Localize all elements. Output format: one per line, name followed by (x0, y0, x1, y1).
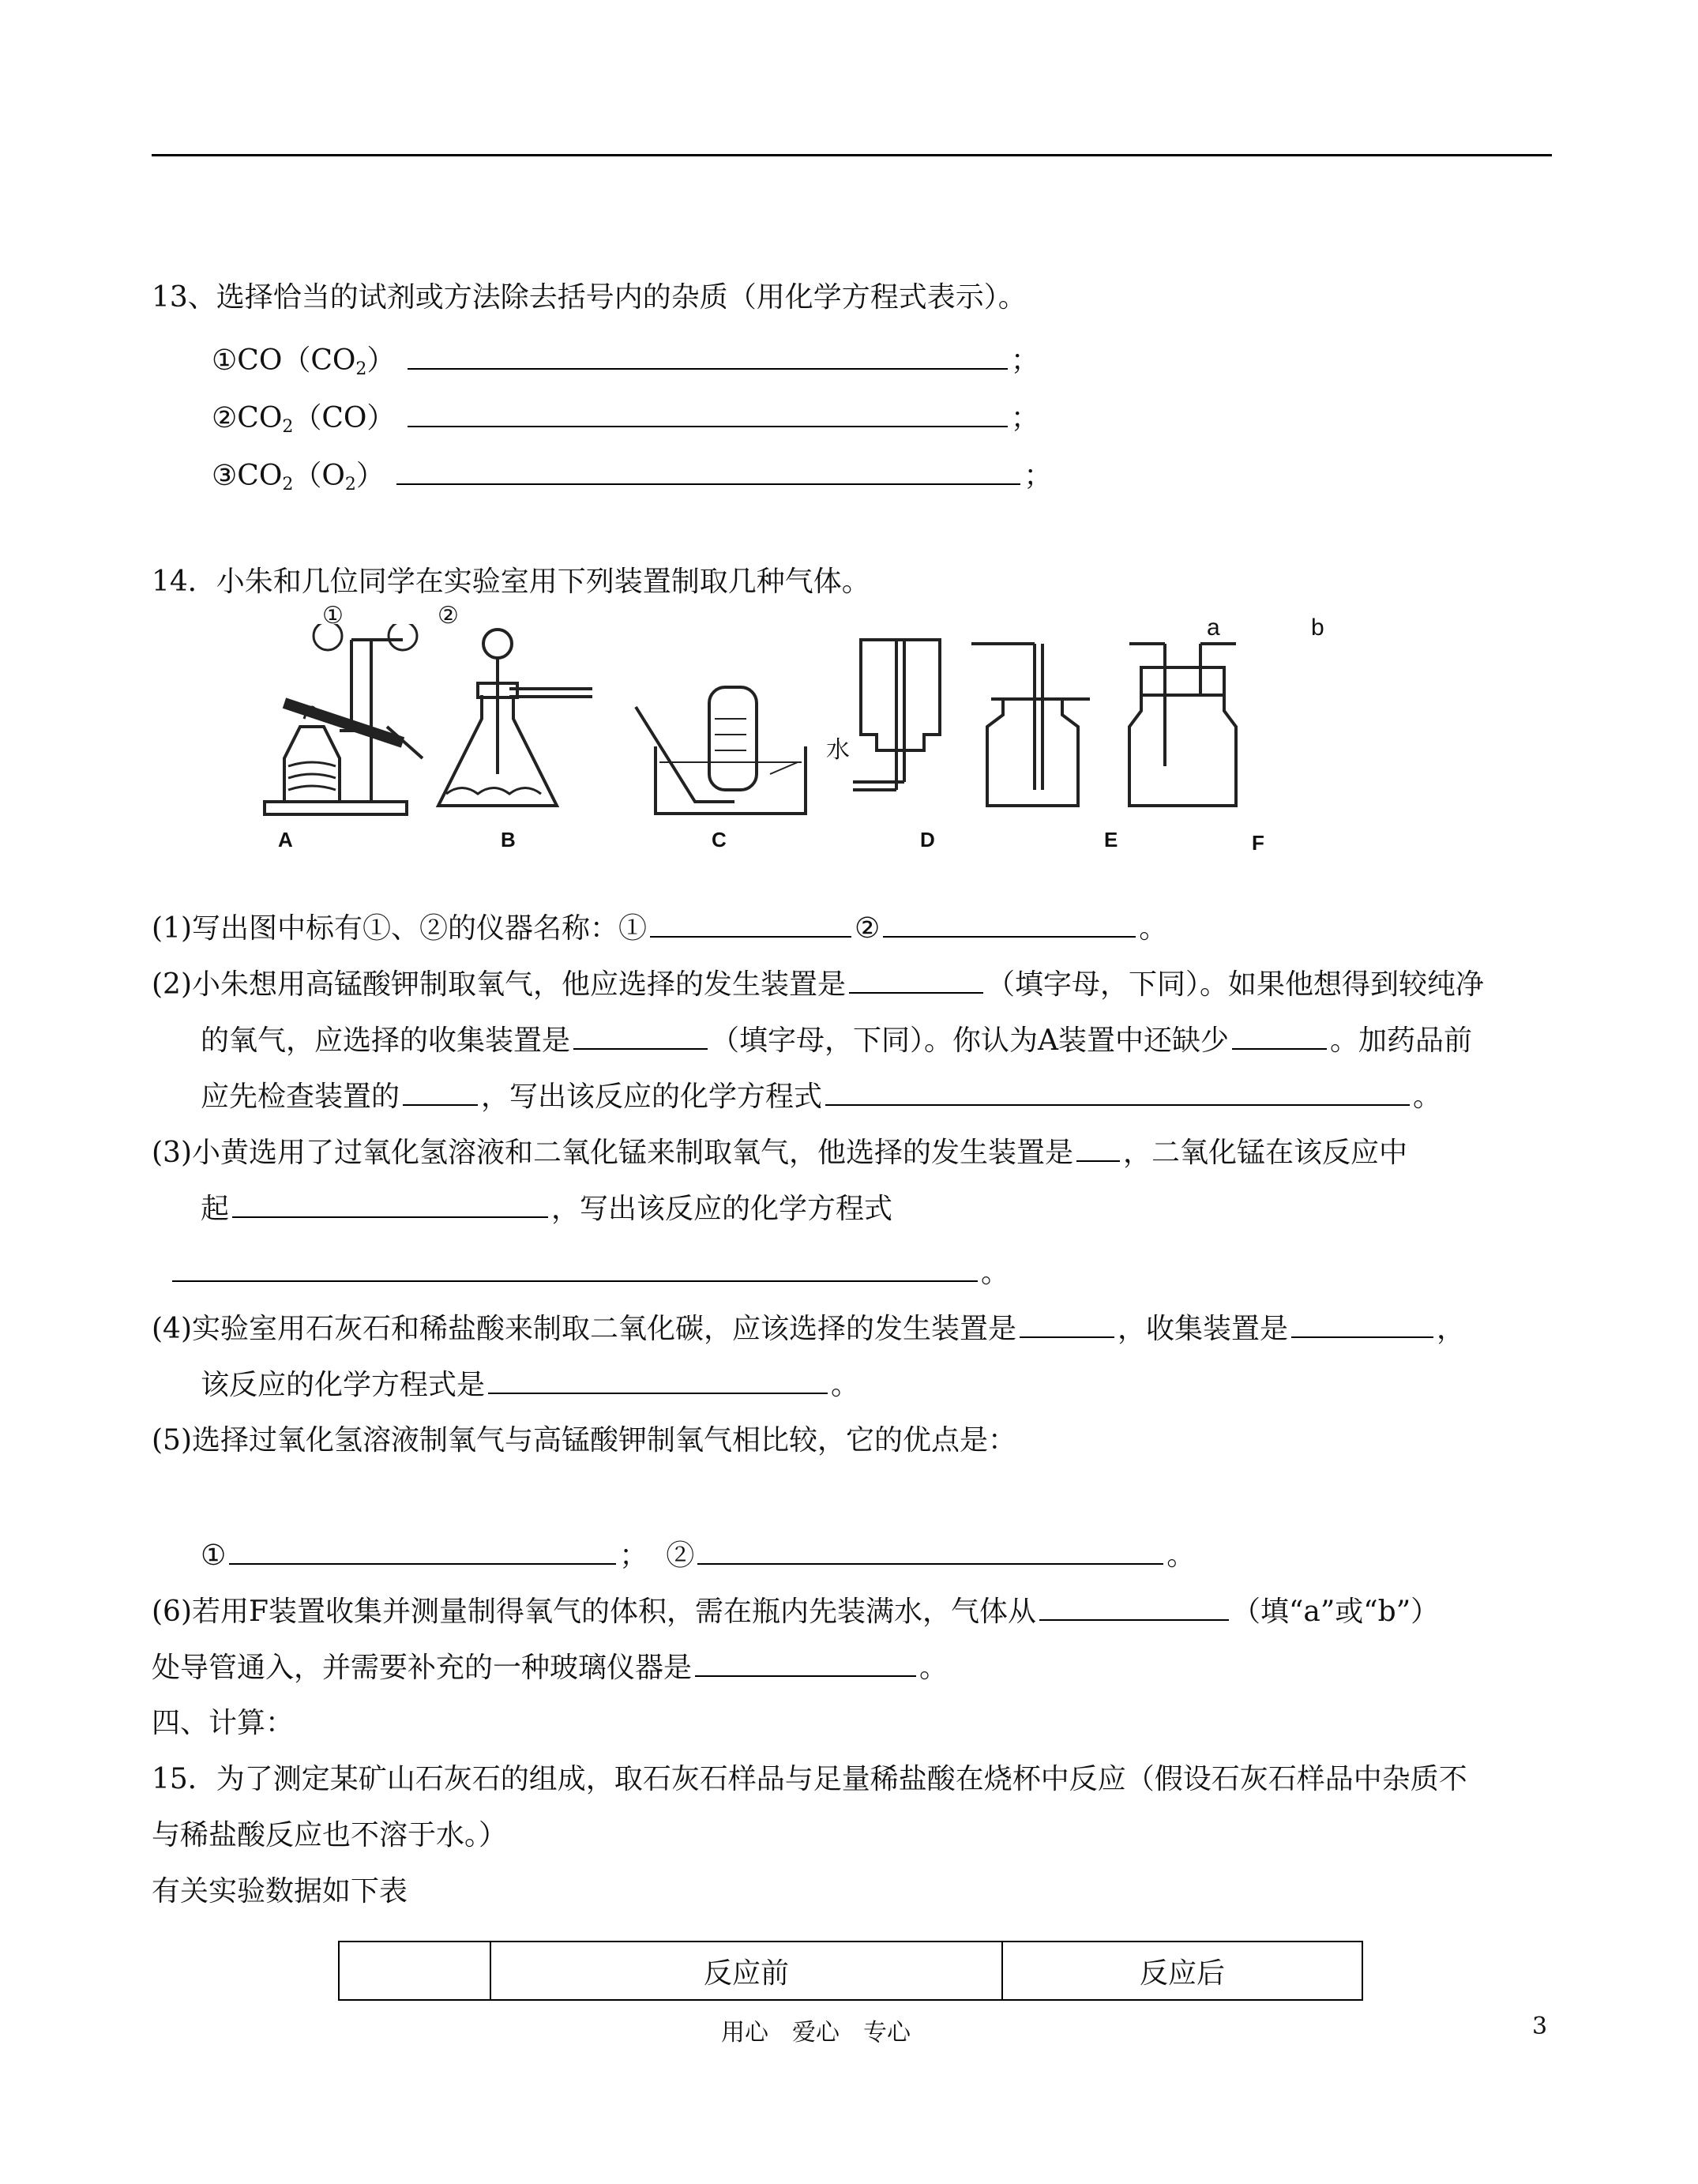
answer-blank[interactable] (488, 1366, 828, 1394)
q14-part-1: (1)写出图中标有①、②的仪器名称：① ② 。 (152, 909, 1167, 948)
footer-motto: 用心 爱心 专心 (721, 2019, 911, 2047)
answer-blank[interactable] (172, 1254, 978, 1282)
page-number: 3 (1532, 2013, 1548, 2040)
figure-port-a: a (1207, 615, 1220, 641)
answer-blank[interactable] (1039, 1592, 1229, 1621)
header-rule (152, 154, 1552, 156)
q14-part-2-line-3: 应先检查装置的 ，写出该反应的化学方程式 。 (201, 1077, 1441, 1116)
q13-title: 13、选择恰当的试剂或方法除去括号内的杂质（用化学方程式表示）。 (152, 281, 1027, 314)
figure-label-d: D (920, 828, 935, 851)
q14-part-3-line-3: 。 (169, 1254, 1009, 1292)
figure-water-label: 水 (826, 737, 850, 763)
answer-blank[interactable] (408, 399, 1008, 427)
answer-blank[interactable] (695, 1648, 916, 1677)
q13-item-3: $③CO_2(O_2)$ ； (212, 457, 1052, 504)
q15-line-3: 有关实验数据如下表 (152, 1875, 408, 1908)
figure-label-f: F (1252, 831, 1264, 855)
figure-port-b: b (1311, 615, 1324, 641)
apparatus-f (1129, 644, 1236, 806)
answer-blank[interactable] (1291, 1310, 1433, 1338)
q14-part-5-line-2: ① ； ② 。 (201, 1536, 1195, 1575)
table-header-cell (339, 1942, 490, 2000)
q14-part-6-line-2: 处导管通入，并需要补充的一种玻璃仪器是 。 (152, 1648, 948, 1687)
q14-part-3-line-2: 起 ，写出该反应的化学方程式 (201, 1190, 892, 1228)
answer-blank[interactable] (1232, 1021, 1327, 1050)
answer-blank[interactable] (650, 909, 851, 938)
answer-blank[interactable] (229, 1536, 616, 1565)
table-header-cell: 反应后 (1002, 1942, 1362, 2000)
figure-label-b: B (501, 828, 516, 851)
answer-blank[interactable] (232, 1190, 548, 1218)
q14-part-4-line-2: 该反应的化学方程式是 。 (201, 1366, 859, 1404)
apparatus-b (438, 630, 592, 806)
q14-part-4-line-1: (4)实验室用石灰石和稀盐酸来制取二氧化碳，应该选择的发生装置是 ，收集装置是 ， (152, 1310, 1465, 1348)
table-row (339, 1942, 1362, 2000)
q14-part-2-line-1: (2)小朱想用高锰酸钾制取氧气，他应选择的发生装置是 （填字母，下同）。如果他想得到较纯净 (152, 965, 1484, 1004)
answer-blank[interactable] (408, 341, 1008, 370)
figure-marker-1: ① (322, 603, 344, 629)
answer-blank[interactable] (825, 1077, 1410, 1106)
answer-blank[interactable] (573, 1021, 708, 1050)
figure-label-c: C (712, 828, 727, 851)
answer-blank[interactable] (403, 1077, 478, 1106)
answer-blank[interactable] (883, 909, 1136, 938)
q14-part-2-line-2: 的氧气，应选择的收集装置是 （填字母，下同）。你认为A装置中还缺少 。加药品前 (201, 1021, 1472, 1060)
section-4-heading: 四、计算： (152, 1707, 295, 1739)
figure-label-a: A (278, 828, 293, 851)
q15-line-2: 与稀盐酸反应也不溶于水。） (152, 1819, 508, 1851)
q14-part-3-line-1: (3)小黄选用了过氧化氢溶液和二氧化锰来制取氧气，他选择的发生装置是 ，二氧化锰在该反应中 (152, 1133, 1407, 1172)
apparatus-d (853, 640, 940, 790)
apparatus-figure (253, 624, 1374, 861)
apparatus-e (971, 644, 1090, 806)
answer-blank[interactable] (849, 965, 983, 994)
figure-label-e: E (1104, 828, 1118, 851)
apparatus-a (265, 624, 423, 814)
q14-title: 14．小朱和几位同学在实验室用下列装置制取几种气体。 (152, 566, 870, 598)
q14-part-6-line-1: (6)若用F装置收集并测量制得氧气的体积，需在瓶内先装满水，气体从 （填“a”或“b”） (152, 1592, 1439, 1631)
answer-blank[interactable] (697, 1536, 1163, 1565)
q13-item-2: $②CO_2(CO)$ ； (212, 399, 1039, 446)
answer-blank[interactable] (1076, 1133, 1120, 1162)
apparatus-c (636, 687, 806, 814)
data-table (338, 1941, 1363, 2001)
q13-item-1: $①CO(CO_2)$ ； (212, 341, 1039, 389)
table-header-cell: 反应前 (490, 1942, 1002, 2000)
answer-blank[interactable] (1020, 1310, 1114, 1338)
q14-part-5-line-1: (5)选择过氧化氢溶液制氧气与高锰酸钾制氧气相比较，它的优点是： (152, 1424, 1016, 1457)
answer-blank[interactable] (396, 457, 1020, 485)
figure-marker-2: ② (438, 603, 459, 629)
q15-line-1: 15．为了测定某矿山石灰石的组成，取石灰石样品与足量稀盐酸在烧杯中反应（假设石灰石样品中杂质不 (152, 1763, 1467, 1795)
